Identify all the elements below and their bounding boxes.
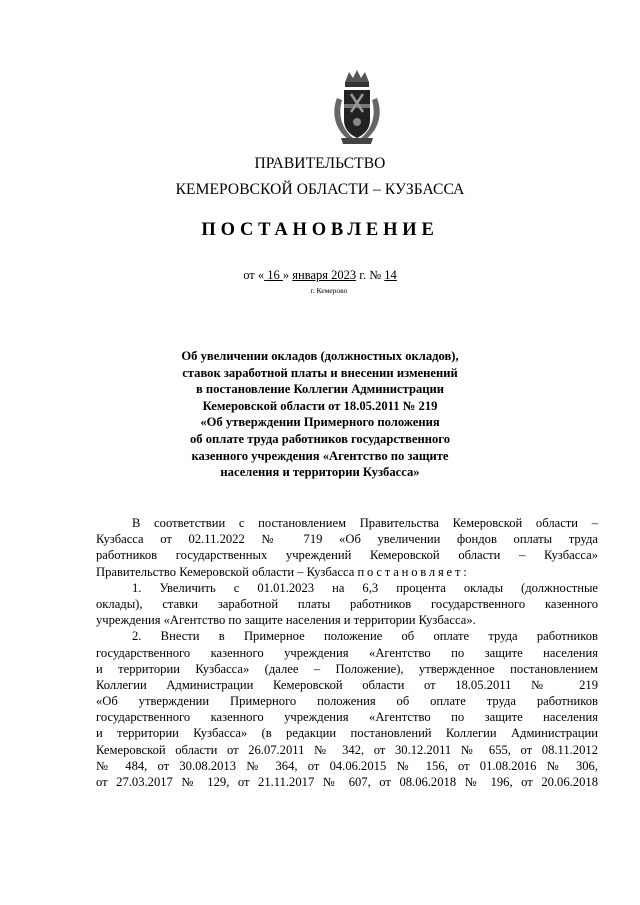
body-line: от 27.03.2017 № 129, от 21.11.2017 № 607, от 08.06.2018 № 196, от 20.06.2018	[96, 775, 598, 789]
coat-of-arms-emblem	[327, 68, 387, 146]
document-number: 14	[384, 268, 397, 282]
government-name-line2: КЕМЕРОВСКОЙ ОБЛАСТИ – КУЗБАССА	[175, 181, 465, 198]
subject-line: населения и территории Кузбасса»	[220, 465, 420, 480]
date-day: 16	[267, 268, 280, 282]
body-line: государственного казенного учреждения «Агентство по защите населения	[96, 710, 598, 725]
number-prefix: г. №	[356, 268, 385, 282]
date-prefix: от «	[243, 268, 265, 282]
body-line: Кузбасса от 02.11.2022 № 719 «Об увеличении фондов оплаты труда	[96, 532, 598, 547]
subject-line: Кемеровской области от 18.05.2011 № 219	[202, 398, 438, 413]
date-mid: »	[282, 268, 293, 282]
subject-line: ставок заработной платы и внесении изменений	[182, 365, 458, 380]
body-line: 1. Увеличить с 01.01.2023 на 6,3 процента оклады (должностные	[132, 580, 598, 595]
city-label: г. Кемерово	[310, 286, 348, 295]
subject-line: Об увеличении окладов (должностных окладов),	[181, 349, 459, 363]
date-month-year: января 2023	[292, 268, 357, 282]
body-line: Кемеровской области от 26.07.2011 № 342, от 30.12.2011 № 655, от 08.11.2012	[96, 742, 598, 757]
body-line: учреждения «Агентство по защите населения и территории Кузбасса».	[96, 613, 476, 628]
body-line-decree: Правительство Кемеровской области – Кузбасса постановляет:	[96, 564, 470, 579]
subject-line: об оплате труда работников государственного	[189, 431, 450, 446]
document-body	[96, 515, 598, 790]
body-line: № 484, от 30.08.2013 № 364, от 04.06.2015 № 156, от 01.08.2016 № 306,	[96, 758, 598, 773]
government-name-line1: ПРАВИТЕЛЬСТВО	[254, 155, 386, 172]
body-line: и территории Кузбасса» (в редакции постановлений Коллегии Администрации	[96, 726, 598, 741]
document-type-title: ПОСТАНОВЛЕНИЕ	[201, 220, 439, 240]
decree-word: постановляет:	[357, 564, 470, 579]
body-line: «Об утверждении Примерного положения об оплате труда работников	[96, 694, 598, 709]
subject-line: в постановление Коллегии Администрации	[195, 382, 445, 397]
body-line: Коллегии Администрации Кемеровской области от 18.05.2011 № 219	[96, 677, 598, 692]
subject-line: «Об утверждении Примерного положения	[200, 415, 440, 430]
body-line: работников государственных учреждений Кемеровской области – Кузбасса»	[96, 548, 598, 563]
body-line: и территории Кузбасса» (далее – Положение), утвержденное постановлением	[96, 661, 598, 676]
body-line: оклады), ставки заработной платы работников государственного казенного	[96, 596, 598, 611]
body-line: государственного казенного учреждения «Агентство по защите населения	[96, 645, 598, 660]
subject-line: казенного учреждения «Агентство по защите	[191, 448, 449, 463]
document-subject	[0, 348, 640, 481]
body-line: 2. Внести в Примерное положение об оплате труда работников	[132, 629, 598, 644]
date-number-line	[0, 268, 640, 283]
body-line: В соответствии с постановлением Правительства Кемеровской области –	[132, 516, 598, 530]
